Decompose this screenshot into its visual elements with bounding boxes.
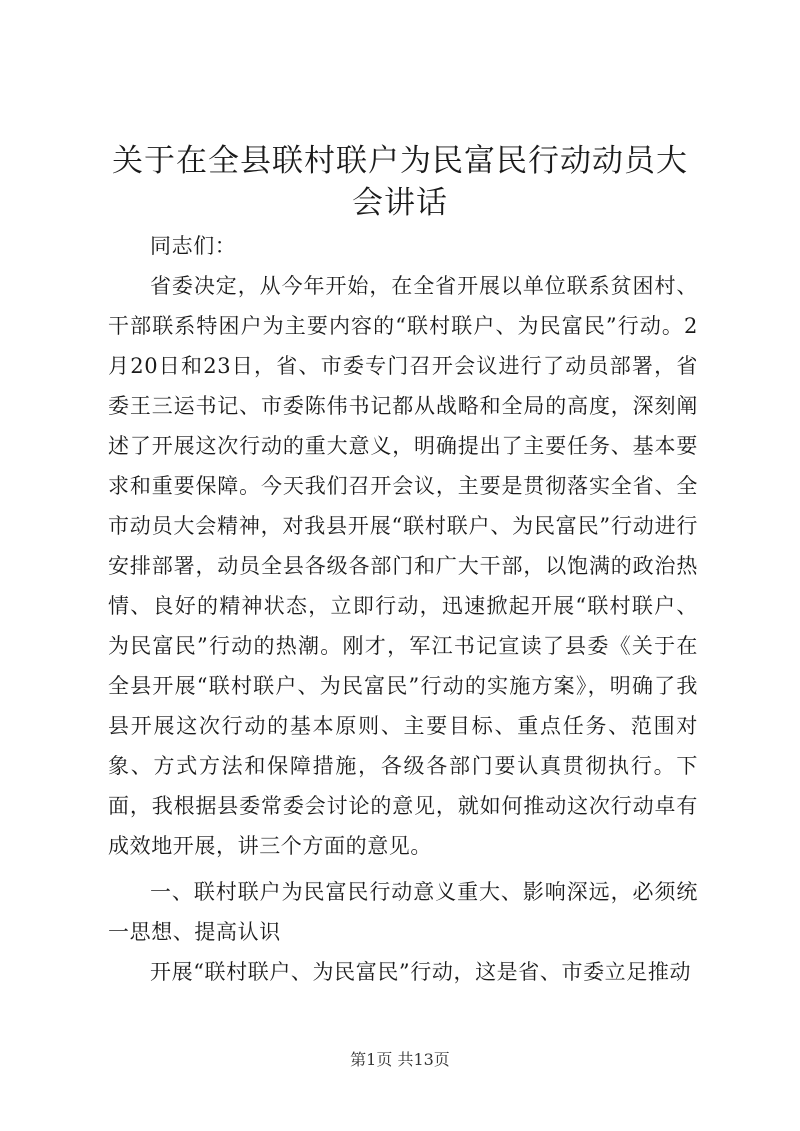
document-body: [108, 226, 698, 992]
document-title: 关于在全县联村联户为民富民行动动员大会讲话: [112, 143, 688, 221]
page-footer: 第1页 共13页: [350, 1050, 450, 1069]
body-paragraph: 省委决定，从今年开始，在全省开展以单位联系贫困村、干部联系特困户为主要内容的“联村联户、为民富民”行动。2月20日和23日，省、市委专门召开会议进行了动员部署，省委王三运书记、市委陈伟书记都从战略和全局的高度，深刻阐述了开展这次行动的重大意义，明确提出了主要任务、基本要求和重要保障。今天我们召开会议，主要是贯彻落实全省、全市动员大会精神，对我县开展“联村联户、为民富民”行动进行安排部署，动员全县各级各部门和广大干部，以饱满的政治热情、良好的精神状态，立即行动，迅速掀起开展“联村联户、为民富民”行动的热潮。刚才，军江书记宣读了县委《关于在全县开展“联村联户、为民富民”行动的实施方案》，明确了我县开展这次行动的基本原则、主要目标、重点任务、范围对象、方式方法和保障措施，各级各部门要认真贯彻执行。下面，我根据县委常委会讨论的意见，就如何推动这次行动卓有成效地开展，讲三个方面的意见。: [108, 274, 698, 858]
salutation: 同志们：: [150, 234, 237, 258]
section-heading: 一、联村联户为民富民行动意义重大、影响深远，必须统一思想、提高认识: [108, 880, 698, 944]
section-paragraph: 开展“联村联户、为民富民”行动，这是省、市委立足推动: [150, 960, 692, 984]
